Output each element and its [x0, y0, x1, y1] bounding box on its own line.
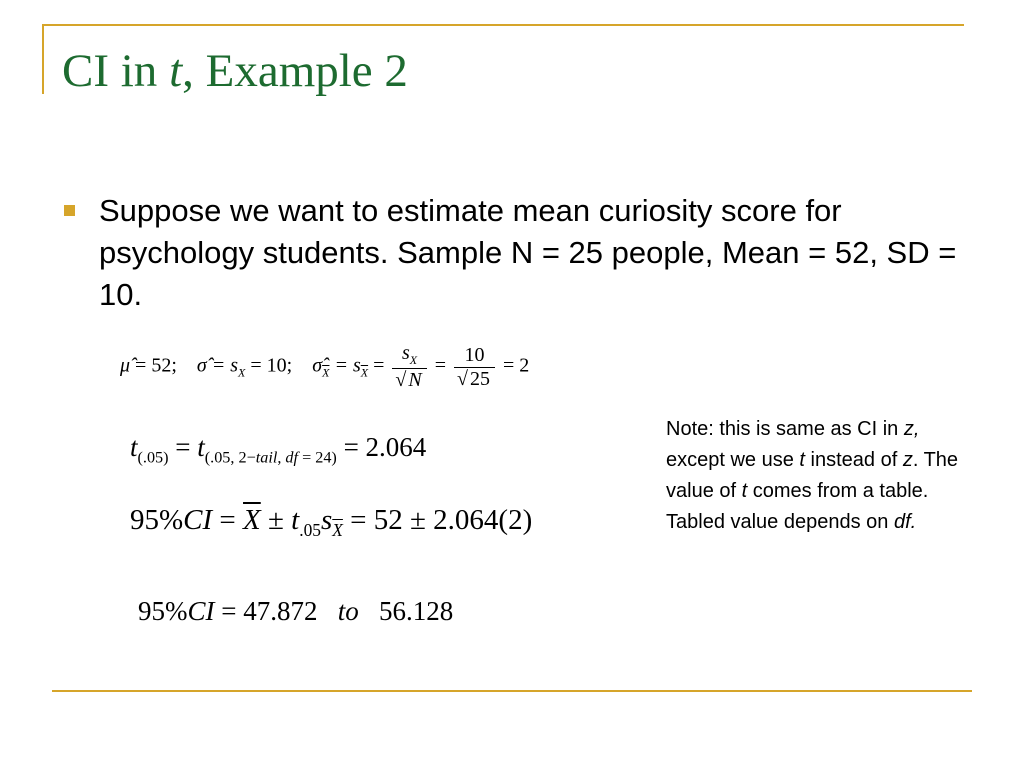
equation-ci-formula: $95\%CI = \overline{X} \pm t_{.05}s_{\overline{X}} = 52 \pm 2.064(2)$ — [130, 504, 533, 540]
bullet-text: Suppose we want to estimate mean curiosity score for psychology students. Sample N = 25 people, Mean = 52, SD = 10. — [99, 193, 957, 312]
fraction-10-over-root-25: $\frac{10}{√ 25}$ — [454, 344, 495, 391]
fraction-sx-over-root-n: $\frac{s_X}{√ N}$ — [392, 342, 426, 392]
left-rule — [42, 24, 44, 94]
equation-ci-result: 95%CI = 47.872 to 56.128 — [138, 596, 454, 626]
equation-estimates: μ̂ = 52; σ̂ = $s_X = 10$; $\sigmâ_{\overline{X}} = s_{\overline{X}}$ = $\frac{s_X}{√ N}$ = $\frac{10}{√ 25}$ = 2 — [120, 342, 530, 391]
top-rule — [42, 24, 964, 26]
equation-t-critical: $t_{(.05)} = t_{(.05, 2-tail, df = 24)} = 2.064$ — [130, 432, 427, 467]
bottom-rule — [52, 690, 972, 692]
side-note: Note: this is same as CI in z, except we use t instead of z. The value of t comes from a table. Tabled value depends on df. — [666, 418, 959, 533]
slide-title: CI in t, Example 2 — [62, 45, 408, 97]
bullet-square-icon — [64, 205, 75, 216]
